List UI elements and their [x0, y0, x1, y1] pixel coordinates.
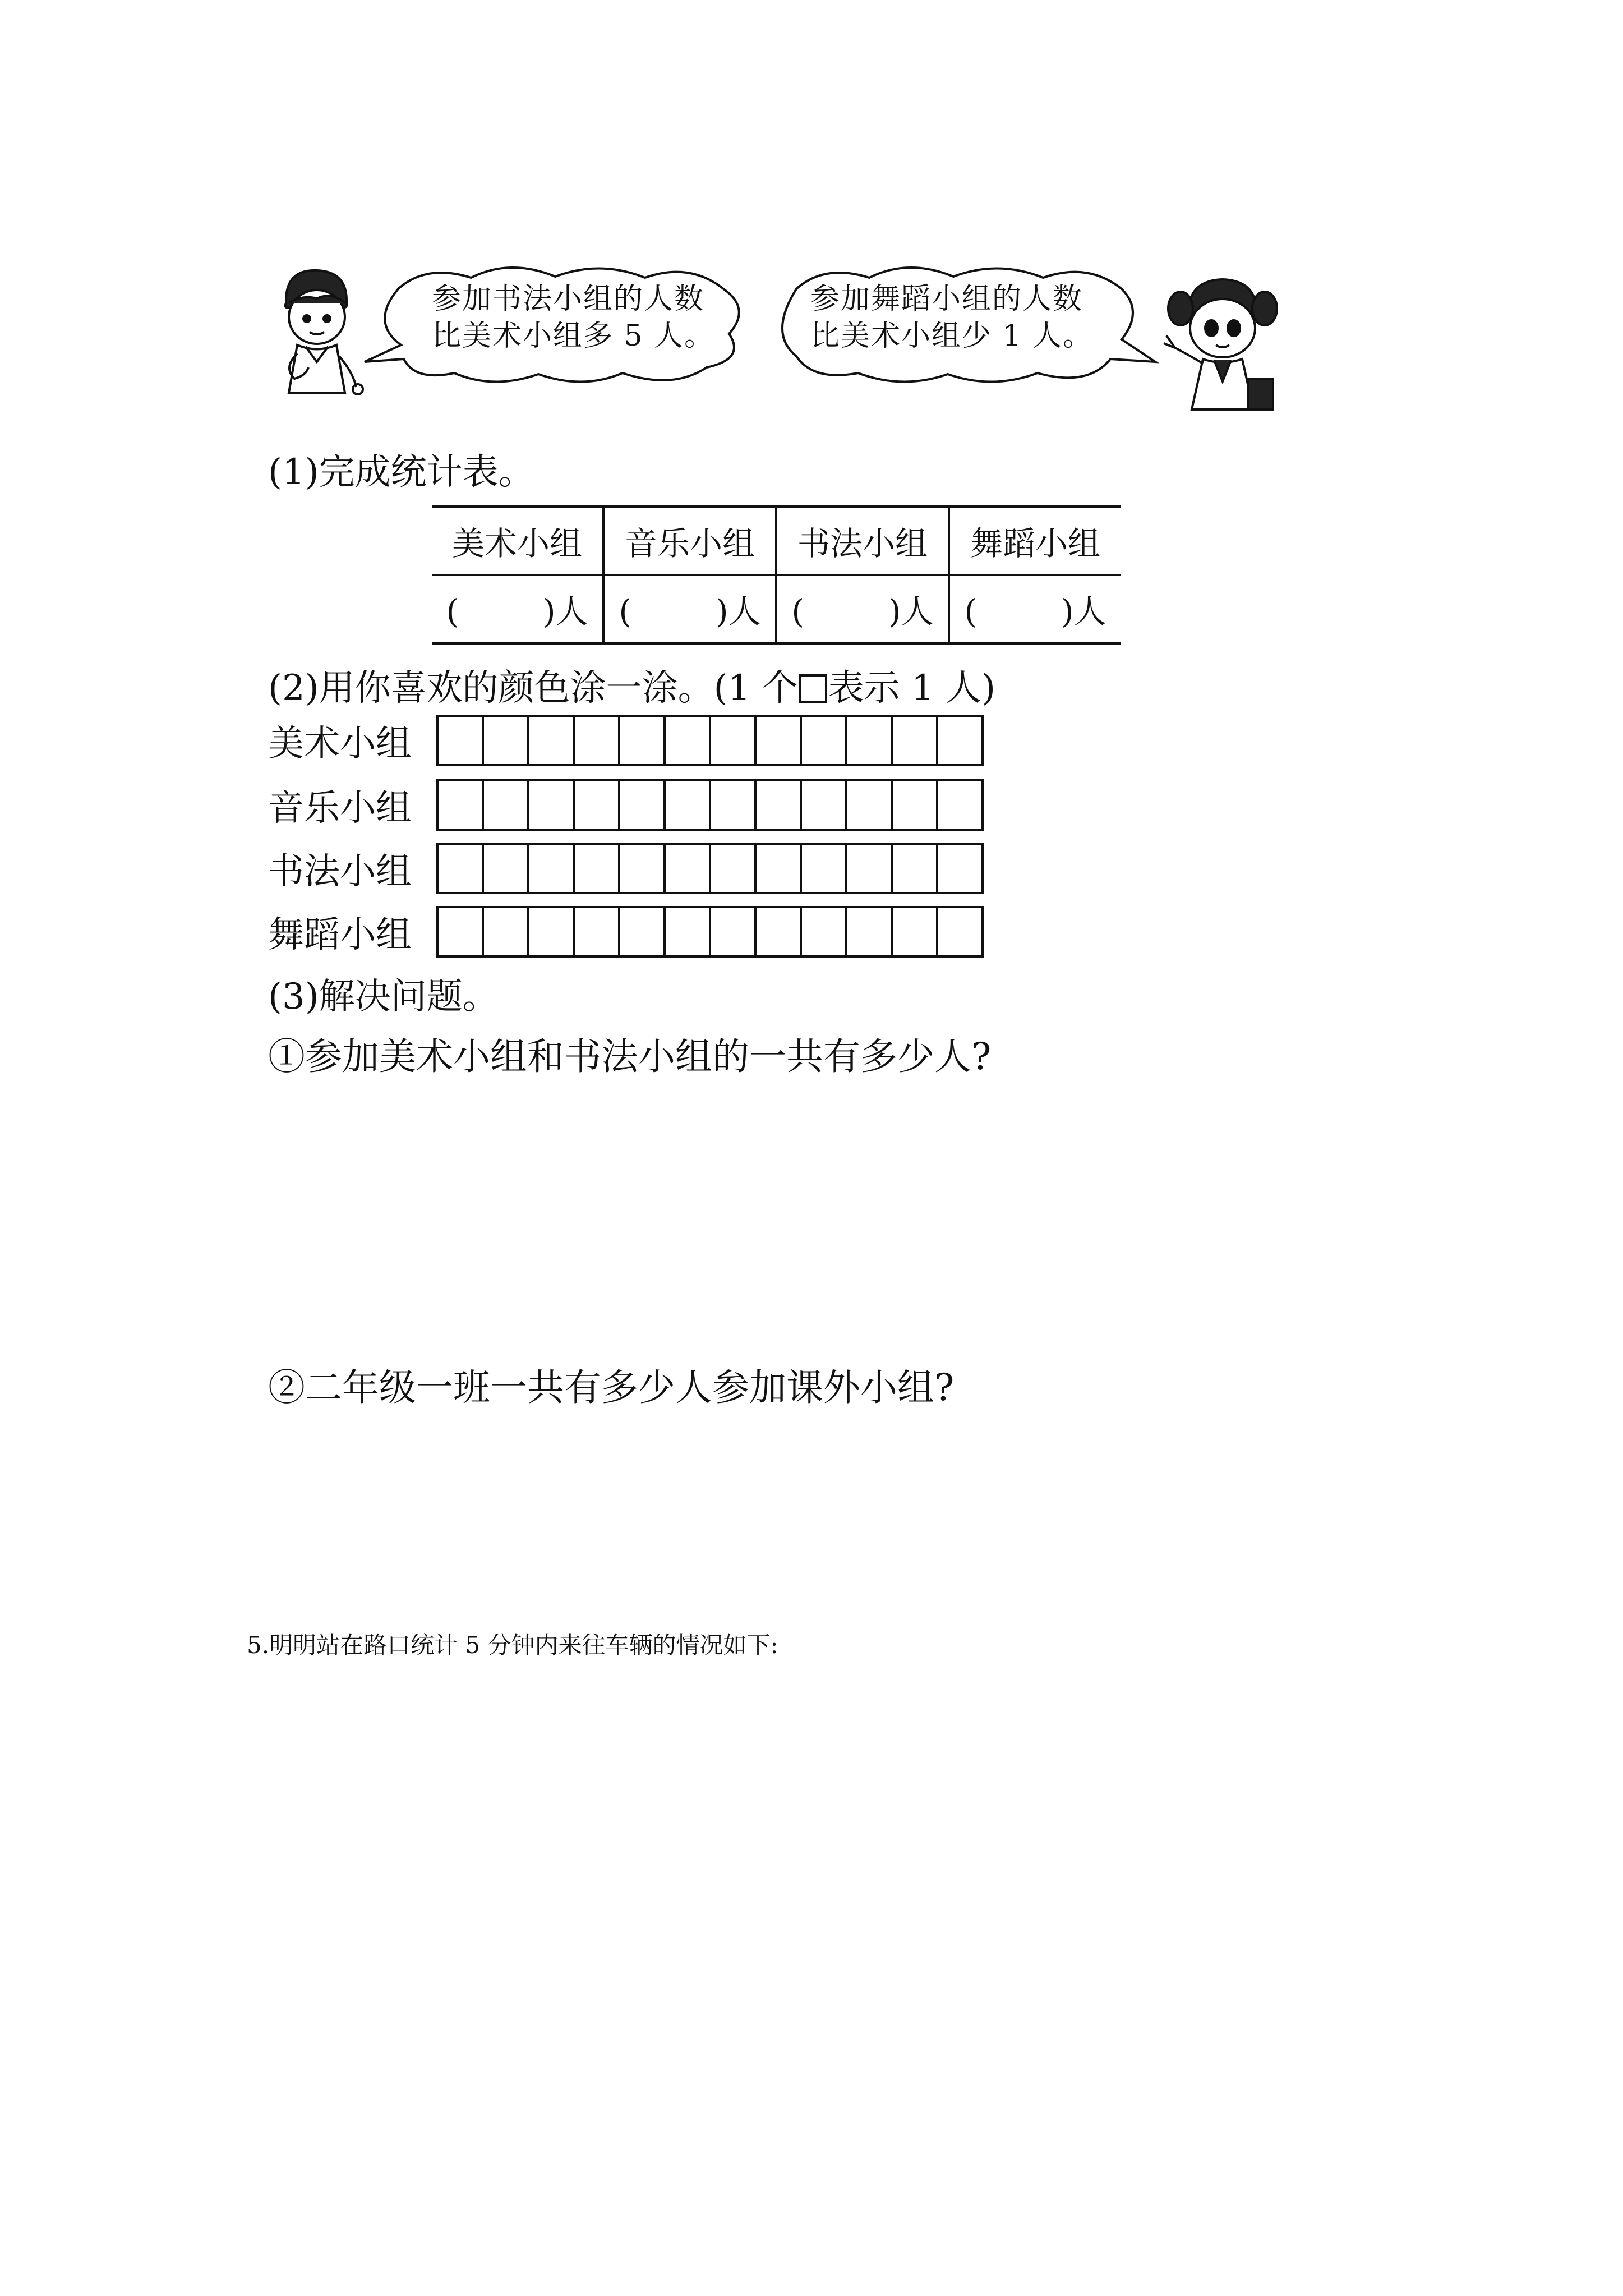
coloring-cell[interactable] — [893, 781, 938, 829]
table-value-cell[interactable] — [776, 575, 949, 643]
coloring-cell[interactable] — [620, 908, 666, 955]
grid-row-label: 书法小组 — [268, 851, 412, 892]
close-paren-unit: )人 — [888, 592, 934, 631]
coloring-cell[interactable] — [484, 908, 529, 955]
statistics-table — [432, 505, 1121, 645]
coloring-cell[interactable] — [666, 845, 711, 892]
coloring-cell[interactable] — [802, 908, 847, 955]
coloring-cell[interactable] — [938, 908, 984, 955]
coloring-cell[interactable] — [757, 908, 802, 955]
part2-heading — [268, 659, 995, 711]
table-value-cell[interactable] — [432, 575, 603, 643]
problem-5-text: 5.明明站在路口统计 5 分钟内来往车辆的情况如下: — [247, 1631, 778, 1659]
close-paren-unit: )人 — [1061, 592, 1106, 631]
coloring-cell[interactable] — [620, 781, 666, 829]
coloring-cell[interactable] — [620, 717, 666, 764]
coloring-cell[interactable] — [484, 781, 529, 829]
grid-row-music — [268, 780, 984, 830]
grid-row-art — [268, 715, 984, 766]
coloring-cell[interactable] — [666, 781, 711, 829]
coloring-cell[interactable] — [620, 845, 666, 892]
table-value-row — [432, 575, 1121, 643]
coloring-cell[interactable] — [439, 781, 484, 829]
open-paren: ( — [791, 592, 804, 631]
coloring-cell[interactable] — [847, 845, 893, 892]
coloring-cell[interactable] — [938, 717, 984, 764]
coloring-cell[interactable] — [847, 908, 893, 955]
coloring-cell[interactable] — [893, 717, 938, 764]
table-header-cell: 舞蹈小组 — [949, 507, 1121, 575]
close-paren-unit: )人 — [716, 592, 761, 631]
coloring-cell[interactable] — [666, 908, 711, 955]
coloring-cell[interactable] — [711, 781, 757, 829]
table-header-cell: 美术小组 — [432, 507, 603, 575]
coloring-cell[interactable] — [484, 845, 529, 892]
coloring-cell[interactable] — [757, 781, 802, 829]
boy-icon — [264, 264, 370, 409]
coloring-cell[interactable] — [575, 908, 620, 955]
table-header-row — [432, 507, 1121, 575]
coloring-cell[interactable] — [893, 908, 938, 955]
grid-row-label: 音乐小组 — [268, 788, 412, 829]
part3-heading: (3)解决问题。 — [268, 976, 499, 1018]
open-paren: ( — [619, 592, 631, 631]
coloring-cell[interactable] — [439, 845, 484, 892]
coloring-cell[interactable] — [529, 781, 575, 829]
coloring-cells — [436, 779, 984, 831]
part2-heading-end: 表示 1 人) — [828, 668, 996, 709]
bubble-left-line1: 参加书法小组的人数 — [432, 282, 705, 316]
coloring-cell[interactable] — [666, 717, 711, 764]
coloring-cell[interactable] — [711, 908, 757, 955]
open-paren: ( — [964, 592, 977, 631]
coloring-cell[interactable] — [529, 845, 575, 892]
part2-heading-start: (2)用你喜欢的颜色涂一涂。(1 个 — [268, 668, 798, 709]
grid-row-calligraphy — [268, 843, 984, 894]
coloring-cell[interactable] — [847, 781, 893, 829]
bubble-left-line2: 比美术小组多 5 人。 — [432, 319, 715, 353]
table-value-cell[interactable] — [603, 575, 776, 643]
coloring-cell[interactable] — [529, 908, 575, 955]
coloring-cell[interactable] — [711, 845, 757, 892]
part1-heading: (1)完成统计表。 — [268, 452, 534, 493]
square-icon — [799, 674, 827, 703]
grid-row-label: 舞蹈小组 — [268, 914, 412, 956]
coloring-cell[interactable] — [575, 781, 620, 829]
coloring-cell[interactable] — [802, 781, 847, 829]
coloring-cell[interactable] — [757, 845, 802, 892]
question-1: ①参加美术小组和书法小组的一共有多少人? — [268, 1035, 992, 1078]
coloring-cell[interactable] — [439, 717, 484, 764]
coloring-cell[interactable] — [484, 717, 529, 764]
coloring-cell[interactable] — [802, 845, 847, 892]
coloring-cell[interactable] — [529, 717, 575, 764]
coloring-cells — [436, 843, 984, 894]
coloring-cells — [436, 715, 984, 766]
coloring-cell[interactable] — [893, 845, 938, 892]
coloring-cell[interactable] — [938, 781, 984, 829]
table-value-cell[interactable] — [949, 575, 1121, 643]
open-paren: ( — [446, 592, 459, 631]
coloring-cell[interactable] — [575, 845, 620, 892]
coloring-cell[interactable] — [757, 717, 802, 764]
coloring-cell[interactable] — [711, 717, 757, 764]
bubble-right-line2: 比美术小组少 1 人。 — [810, 319, 1094, 353]
coloring-cell[interactable] — [439, 908, 484, 955]
bubble-right-line1: 参加舞蹈小组的人数 — [810, 282, 1083, 316]
close-paren-unit: )人 — [543, 592, 588, 631]
grid-row-dance — [268, 907, 984, 957]
coloring-cell[interactable] — [575, 717, 620, 764]
coloring-cell[interactable] — [938, 845, 984, 892]
table-header-cell: 书法小组 — [776, 507, 949, 575]
girl-icon — [1158, 269, 1287, 415]
coloring-cell[interactable] — [802, 717, 847, 764]
table-header-cell: 音乐小组 — [603, 507, 776, 575]
question-2: ②二年级一班一共有多少人参加课外小组? — [268, 1366, 955, 1409]
coloring-cell[interactable] — [847, 717, 893, 764]
grid-row-label: 美术小组 — [268, 723, 412, 765]
coloring-cells — [436, 906, 984, 958]
